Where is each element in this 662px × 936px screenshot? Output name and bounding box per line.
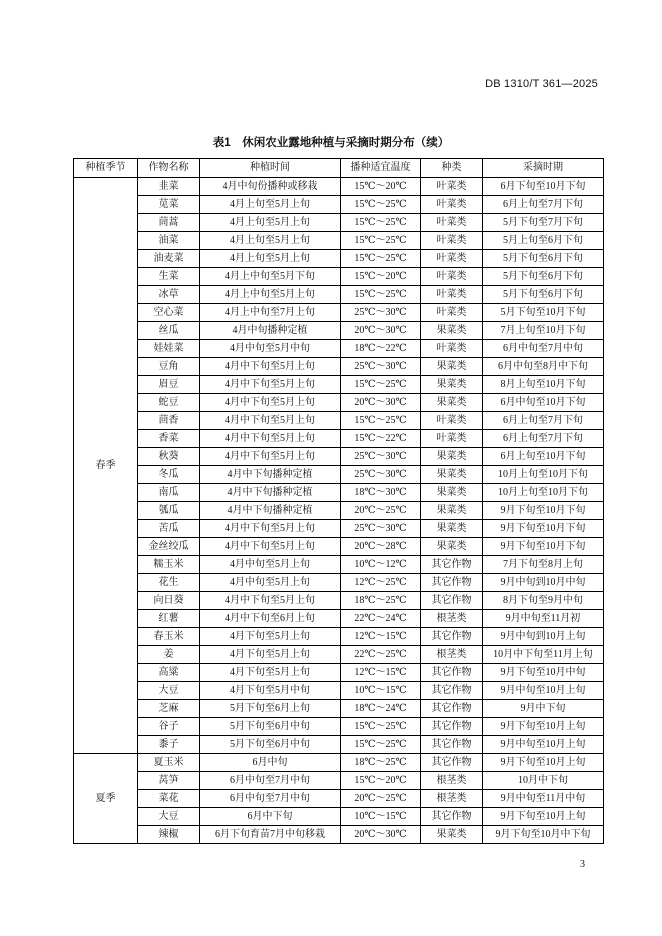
crop-name-cell: 夏玉米 xyxy=(138,754,200,772)
crop-type-cell: 其它作物 xyxy=(421,556,483,574)
crop-type-cell: 叶菜类 xyxy=(421,412,483,430)
table-row xyxy=(74,826,604,844)
harvest-period-cell: 5月下旬至6月下旬 xyxy=(483,250,604,268)
crop-name-cell: 春玉米 xyxy=(138,628,200,646)
crop-name-cell: 香菜 xyxy=(138,430,200,448)
crop-name-cell: 黍子 xyxy=(138,736,200,754)
table-row xyxy=(74,520,604,538)
crop-name-cell: 辣椒 xyxy=(138,826,200,844)
harvest-period-cell: 5月下旬至6月下旬 xyxy=(483,286,604,304)
crop-name-cell: 苋菜 xyxy=(138,196,200,214)
harvest-period-cell: 9月下旬至10月上旬 xyxy=(483,718,604,736)
table-row xyxy=(74,268,604,286)
table-row xyxy=(74,754,604,772)
table-row xyxy=(74,646,604,664)
planting-time-cell: 4月中旬至5月中旬 xyxy=(200,340,341,358)
planting-time-cell: 6月下旬育苗7月中旬移栽 xyxy=(200,826,341,844)
harvest-period-cell: 6月上旬至7月下旬 xyxy=(483,196,604,214)
sowing-temperature-cell: 20℃～25℃ xyxy=(341,790,421,808)
crop-name-cell: 豆角 xyxy=(138,358,200,376)
crop-name-cell: 高粱 xyxy=(138,664,200,682)
planting-time-cell: 4月上旬至5月上旬 xyxy=(200,250,341,268)
page-number: 3 xyxy=(580,859,585,870)
column-header-planting-time: 种植时间 xyxy=(200,159,341,178)
sowing-temperature-cell: 22℃～25℃ xyxy=(341,646,421,664)
sowing-temperature-cell: 10℃～15℃ xyxy=(341,682,421,700)
table-row xyxy=(74,718,604,736)
column-header-crop-name: 作物名称 xyxy=(138,159,200,178)
crop-type-cell: 果菜类 xyxy=(421,448,483,466)
harvest-period-cell: 8月上旬至10月下旬 xyxy=(483,376,604,394)
table-row xyxy=(74,682,604,700)
sowing-temperature-cell: 20℃～28℃ xyxy=(341,538,421,556)
harvest-period-cell: 9月中旬至10月上旬 xyxy=(483,736,604,754)
crop-name-cell: 眉豆 xyxy=(138,376,200,394)
column-header-season: 种植季节 xyxy=(74,159,138,178)
planting-time-cell: 4月上旬至5月上旬 xyxy=(200,196,341,214)
crop-name-cell: 花生 xyxy=(138,574,200,592)
table-row xyxy=(74,574,604,592)
crop-name-cell: 茼蒿 xyxy=(138,214,200,232)
crop-type-cell: 其它作物 xyxy=(421,628,483,646)
planting-time-cell: 4月中下旬播种定植 xyxy=(200,484,341,502)
crop-type-cell: 其它作物 xyxy=(421,808,483,826)
crop-name-cell: 茴香 xyxy=(138,412,200,430)
crop-type-cell: 果菜类 xyxy=(421,826,483,844)
crop-name-cell: 丝瓜 xyxy=(138,322,200,340)
harvest-period-cell: 10月上旬至10月下旬 xyxy=(483,484,604,502)
sowing-temperature-cell: 18℃～30℃ xyxy=(341,484,421,502)
harvest-period-cell: 8月下旬至9月中旬 xyxy=(483,592,604,610)
planting-time-cell: 4月中下旬至6月上旬 xyxy=(200,610,341,628)
planting-time-cell: 4月上中旬至7月上旬 xyxy=(200,304,341,322)
season-cell: 春季 xyxy=(74,178,138,754)
table-title: 表1 休闲农业露地种植与采摘时期分布（续） xyxy=(212,137,450,149)
crop-type-cell: 果菜类 xyxy=(421,538,483,556)
sowing-temperature-cell: 25℃～30℃ xyxy=(341,466,421,484)
harvest-period-cell: 10月中下旬 xyxy=(483,772,604,790)
crop-type-cell: 根茎类 xyxy=(421,772,483,790)
harvest-period-cell: 9月中旬至10月上旬 xyxy=(483,682,604,700)
crop-name-cell: 大豆 xyxy=(138,682,200,700)
sowing-temperature-cell: 15℃～20℃ xyxy=(341,178,421,196)
crop-type-cell: 其它作物 xyxy=(421,700,483,718)
sowing-temperature-cell: 10℃～12℃ xyxy=(341,556,421,574)
planting-time-cell: 4月中下旬至5月上旬 xyxy=(200,538,341,556)
planting-time-cell: 6月中旬至7月中旬 xyxy=(200,772,341,790)
crop-name-cell: 芝麻 xyxy=(138,700,200,718)
planting-time-cell: 4月中下旬播种定植 xyxy=(200,502,341,520)
document-code-header: DB 1310/T 361—2025 xyxy=(485,78,598,90)
crop-name-cell: 蛇豆 xyxy=(138,394,200,412)
harvest-period-cell: 6月下旬至10月下旬 xyxy=(483,178,604,196)
crop-name-cell: 菜花 xyxy=(138,790,200,808)
crop-type-cell: 叶菜类 xyxy=(421,196,483,214)
crop-name-cell: 向日葵 xyxy=(138,592,200,610)
planting-time-cell: 4月中旬至5月上旬 xyxy=(200,574,341,592)
planting-time-cell: 4月中下旬至5月上旬 xyxy=(200,376,341,394)
harvest-period-cell: 5月下旬至7月下旬 xyxy=(483,214,604,232)
sowing-temperature-cell: 20℃～30℃ xyxy=(341,322,421,340)
sowing-temperature-cell: 12℃～25℃ xyxy=(341,574,421,592)
crop-type-cell: 叶菜类 xyxy=(421,340,483,358)
sowing-temperature-cell: 25℃～30℃ xyxy=(341,304,421,322)
harvest-period-cell: 9月下旬至10月中旬 xyxy=(483,664,604,682)
sowing-temperature-cell: 15℃～20℃ xyxy=(341,772,421,790)
planting-time-cell: 4月中下旬至5月上旬 xyxy=(200,358,341,376)
crop-type-cell: 其它作物 xyxy=(421,664,483,682)
sowing-temperature-cell: 25℃～30℃ xyxy=(341,358,421,376)
crop-name-cell: 南瓜 xyxy=(138,484,200,502)
crop-type-cell: 其它作物 xyxy=(421,736,483,754)
planting-time-cell: 5月下旬至6月中旬 xyxy=(200,718,341,736)
table-row xyxy=(74,556,604,574)
table-row xyxy=(74,448,604,466)
planting-time-cell: 4月中旬份播种或移栽 xyxy=(200,178,341,196)
table-row xyxy=(74,502,604,520)
sowing-temperature-cell: 18℃～25℃ xyxy=(341,592,421,610)
harvest-period-cell: 10月上旬至10月下旬 xyxy=(483,466,604,484)
sowing-temperature-cell: 15℃～25℃ xyxy=(341,718,421,736)
sowing-temperature-cell: 12℃～15℃ xyxy=(341,628,421,646)
harvest-period-cell: 6月中旬至8月中下旬 xyxy=(483,358,604,376)
table-row xyxy=(74,430,604,448)
planting-time-cell: 4月中下旬至5月上旬 xyxy=(200,448,341,466)
crop-type-cell: 果菜类 xyxy=(421,502,483,520)
planting-time-cell: 4月中下旬至5月上旬 xyxy=(200,430,341,448)
crop-type-cell: 果菜类 xyxy=(421,466,483,484)
sowing-temperature-cell: 15℃～25℃ xyxy=(341,232,421,250)
harvest-period-cell: 6月中旬至7月中旬 xyxy=(483,340,604,358)
table-row xyxy=(74,466,604,484)
table-row xyxy=(74,610,604,628)
crop-name-cell: 韭菜 xyxy=(138,178,200,196)
crop-name-cell: 油菜 xyxy=(138,232,200,250)
table-row xyxy=(74,196,604,214)
season-cell: 夏季 xyxy=(74,754,138,844)
crop-type-cell: 叶菜类 xyxy=(421,430,483,448)
harvest-period-cell: 9月下旬至10月下旬 xyxy=(483,538,604,556)
crop-type-cell: 叶菜类 xyxy=(421,214,483,232)
table-row xyxy=(74,592,604,610)
harvest-period-cell: 7月上旬至10月下旬 xyxy=(483,322,604,340)
table-row xyxy=(74,736,604,754)
sowing-temperature-cell: 20℃～30℃ xyxy=(341,826,421,844)
crop-type-cell: 叶菜类 xyxy=(421,178,483,196)
crop-type-cell: 叶菜类 xyxy=(421,232,483,250)
planting-time-cell: 4月上旬至5月上旬 xyxy=(200,232,341,250)
harvest-period-cell: 9月下旬至10月上旬 xyxy=(483,808,604,826)
crop-name-cell: 红薯 xyxy=(138,610,200,628)
crop-name-cell: 油麦菜 xyxy=(138,250,200,268)
table-row xyxy=(74,358,604,376)
harvest-period-cell: 6月上旬至7月下旬 xyxy=(483,430,604,448)
harvest-period-cell: 6月上旬至10月下旬 xyxy=(483,448,604,466)
harvest-period-cell: 5月上旬至6月下旬 xyxy=(483,232,604,250)
table-row xyxy=(74,700,604,718)
harvest-period-cell: 9月中下旬 xyxy=(483,700,604,718)
crop-name-cell: 莴笋 xyxy=(138,772,200,790)
crop-type-cell: 果菜类 xyxy=(421,520,483,538)
table-row xyxy=(74,340,604,358)
sowing-temperature-cell: 25℃～30℃ xyxy=(341,448,421,466)
column-header-crop-type: 种类 xyxy=(421,159,483,178)
crop-name-cell: 大豆 xyxy=(138,808,200,826)
crop-name-cell: 金丝绞瓜 xyxy=(138,538,200,556)
planting-time-cell: 4月上中旬至5月下旬 xyxy=(200,268,341,286)
sowing-temperature-cell: 22℃～24℃ xyxy=(341,610,421,628)
crop-name-cell: 瓠瓜 xyxy=(138,502,200,520)
sowing-temperature-cell: 25℃～30℃ xyxy=(341,520,421,538)
planting-time-cell: 5月下旬至6月上旬 xyxy=(200,700,341,718)
planting-time-cell: 4月中下旬播种定植 xyxy=(200,466,341,484)
planting-harvest-table xyxy=(73,158,604,844)
table-row xyxy=(74,538,604,556)
harvest-period-cell: 6月中旬至10月下旬 xyxy=(483,394,604,412)
crop-type-cell: 其它作物 xyxy=(421,754,483,772)
sowing-temperature-cell: 15℃～25℃ xyxy=(341,286,421,304)
crop-type-cell: 其它作物 xyxy=(421,592,483,610)
planting-time-cell: 4月中下旬至5月上旬 xyxy=(200,592,341,610)
table-row xyxy=(74,322,604,340)
table-row xyxy=(74,484,604,502)
crop-type-cell: 叶菜类 xyxy=(421,250,483,268)
sowing-temperature-cell: 12℃～15℃ xyxy=(341,664,421,682)
planting-time-cell: 6月中旬 xyxy=(200,754,341,772)
planting-time-cell: 4月中下旬至5月上旬 xyxy=(200,412,341,430)
sowing-temperature-cell: 15℃～25℃ xyxy=(341,214,421,232)
planting-time-cell: 4月下旬至5月中旬 xyxy=(200,682,341,700)
crop-name-cell: 冬瓜 xyxy=(138,466,200,484)
crop-type-cell: 叶菜类 xyxy=(421,304,483,322)
sowing-temperature-cell: 15℃～25℃ xyxy=(341,412,421,430)
table-row xyxy=(74,232,604,250)
planting-time-cell: 4月上中旬至5月上旬 xyxy=(200,286,341,304)
crop-name-cell: 娃娃菜 xyxy=(138,340,200,358)
sowing-temperature-cell: 18℃～24℃ xyxy=(341,700,421,718)
table-row xyxy=(74,808,604,826)
table-header xyxy=(74,159,604,178)
harvest-period-cell: 5月下旬至10月下旬 xyxy=(483,304,604,322)
table-body xyxy=(74,178,604,844)
table-row xyxy=(74,628,604,646)
planting-time-cell: 4月下旬至5月上旬 xyxy=(200,664,341,682)
crop-type-cell: 其它作物 xyxy=(421,682,483,700)
planting-time-cell: 4月下旬至5月上旬 xyxy=(200,628,341,646)
harvest-period-cell: 9月中旬到10月上旬 xyxy=(483,628,604,646)
crop-type-cell: 叶菜类 xyxy=(421,286,483,304)
crop-type-cell: 叶菜类 xyxy=(421,268,483,286)
planting-harvest-table-container xyxy=(73,158,603,844)
crop-type-cell: 果菜类 xyxy=(421,358,483,376)
table-row xyxy=(74,772,604,790)
crop-name-cell: 苦瓜 xyxy=(138,520,200,538)
sowing-temperature-cell: 18℃～22℃ xyxy=(341,340,421,358)
crop-type-cell: 果菜类 xyxy=(421,322,483,340)
crop-type-cell: 果菜类 xyxy=(421,394,483,412)
harvest-period-cell: 9月下旬至10月下旬 xyxy=(483,502,604,520)
sowing-temperature-cell: 20℃～30℃ xyxy=(341,394,421,412)
harvest-period-cell: 9月中旬至11月中旬 xyxy=(483,790,604,808)
harvest-period-cell: 10月中下旬至11月上旬 xyxy=(483,646,604,664)
crop-name-cell: 空心菜 xyxy=(138,304,200,322)
planting-time-cell: 5月下旬至6月中旬 xyxy=(200,736,341,754)
harvest-period-cell: 9月下旬至10月中下旬 xyxy=(483,826,604,844)
harvest-period-cell: 7月下旬至8月上旬 xyxy=(483,556,604,574)
crop-type-cell: 其它作物 xyxy=(421,574,483,592)
sowing-temperature-cell: 10℃～15℃ xyxy=(341,808,421,826)
planting-time-cell: 4月下旬至5月上旬 xyxy=(200,646,341,664)
sowing-temperature-cell: 15℃～25℃ xyxy=(341,736,421,754)
harvest-period-cell: 5月下旬至6月下旬 xyxy=(483,268,604,286)
harvest-period-cell: 9月下旬至10月下旬 xyxy=(483,520,604,538)
crop-type-cell: 根茎类 xyxy=(421,610,483,628)
planting-time-cell: 4月中下旬至5月上旬 xyxy=(200,394,341,412)
table-row xyxy=(74,304,604,322)
harvest-period-cell: 9月中旬到10月中旬 xyxy=(483,574,604,592)
table-row xyxy=(74,376,604,394)
sowing-temperature-cell: 15℃～22℃ xyxy=(341,430,421,448)
crop-name-cell: 秋葵 xyxy=(138,448,200,466)
crop-type-cell: 果菜类 xyxy=(421,376,483,394)
harvest-period-cell: 9月下旬至10月上旬 xyxy=(483,754,604,772)
crop-type-cell: 果菜类 xyxy=(421,484,483,502)
crop-name-cell: 生菜 xyxy=(138,268,200,286)
sowing-temperature-cell: 15℃～25℃ xyxy=(341,250,421,268)
sowing-temperature-cell: 18℃～25℃ xyxy=(341,754,421,772)
planting-time-cell: 6月中旬至7月中旬 xyxy=(200,790,341,808)
planting-time-cell: 4月中旬播种定植 xyxy=(200,322,341,340)
harvest-period-cell: 9月中旬至11月初 xyxy=(483,610,604,628)
table-row xyxy=(74,250,604,268)
crop-name-cell: 谷子 xyxy=(138,718,200,736)
table-row xyxy=(74,178,604,196)
sowing-temperature-cell: 20℃～25℃ xyxy=(341,502,421,520)
table-row xyxy=(74,394,604,412)
planting-time-cell: 4月上旬至5月上旬 xyxy=(200,214,341,232)
sowing-temperature-cell: 15℃～25℃ xyxy=(341,196,421,214)
harvest-period-cell: 6月上旬至7月下旬 xyxy=(483,412,604,430)
table-row xyxy=(74,286,604,304)
planting-time-cell: 4月中旬至5月上旬 xyxy=(200,556,341,574)
table-row xyxy=(74,664,604,682)
sowing-temperature-cell: 15℃～20℃ xyxy=(341,268,421,286)
table-header-row xyxy=(74,159,604,178)
planting-time-cell: 6月中下旬 xyxy=(200,808,341,826)
table-row xyxy=(74,790,604,808)
column-header-harvest-period: 采摘时期 xyxy=(483,159,604,178)
crop-name-cell: 糯玉米 xyxy=(138,556,200,574)
planting-time-cell: 4月中下旬至5月上旬 xyxy=(200,520,341,538)
crop-type-cell: 根茎类 xyxy=(421,790,483,808)
column-header-sowing-temperature: 播种适宜温度 xyxy=(341,159,421,178)
table-row xyxy=(74,214,604,232)
crop-name-cell: 姜 xyxy=(138,646,200,664)
crop-type-cell: 其它作物 xyxy=(421,718,483,736)
sowing-temperature-cell: 15℃～25℃ xyxy=(341,376,421,394)
crop-name-cell: 冰草 xyxy=(138,286,200,304)
table-row xyxy=(74,412,604,430)
crop-type-cell: 根茎类 xyxy=(421,646,483,664)
